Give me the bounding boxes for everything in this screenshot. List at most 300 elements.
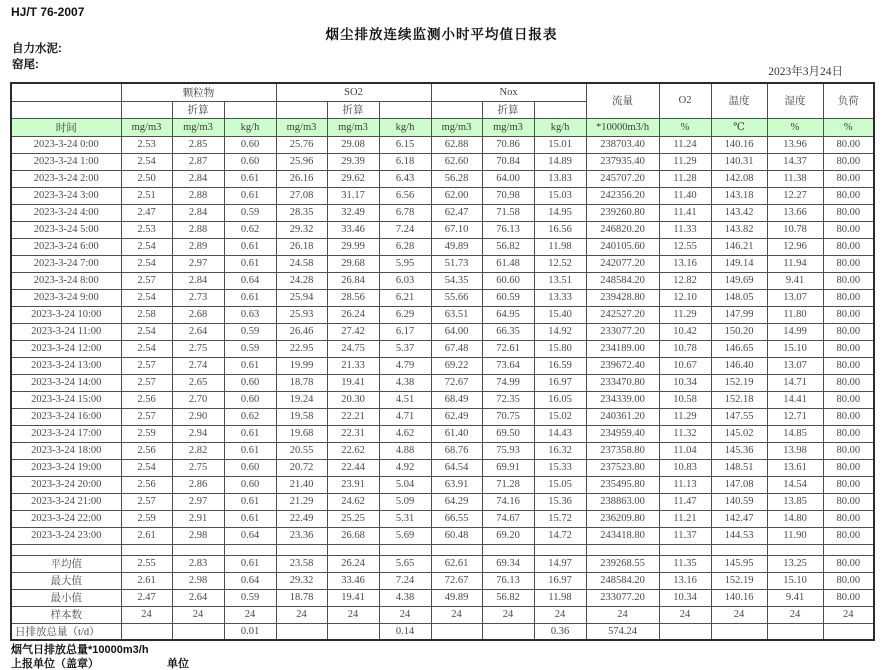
value-cell: 80.00 xyxy=(823,170,874,187)
table-row xyxy=(11,555,874,572)
value-cell: 11.94 xyxy=(767,255,823,272)
value-cell: 6.43 xyxy=(379,170,431,187)
value-cell: 246820.20 xyxy=(586,221,659,238)
value-cell: 5.65 xyxy=(379,555,431,572)
value-cell: 147.55 xyxy=(711,408,767,425)
value-cell: 69.91 xyxy=(482,459,534,476)
value-cell: 2.47 xyxy=(121,589,172,606)
value-cell: 14.72 xyxy=(534,527,586,544)
value-cell: 63.51 xyxy=(431,306,482,323)
value-cell: 29.32 xyxy=(276,221,327,238)
value-cell: 239672.40 xyxy=(586,357,659,374)
value-cell: 27.42 xyxy=(327,323,379,340)
value-cell: 237935.40 xyxy=(586,153,659,170)
value-cell: 2.83 xyxy=(172,555,224,572)
value-cell: 4.79 xyxy=(379,357,431,374)
value-cell xyxy=(711,623,767,640)
value-cell: 67.48 xyxy=(431,340,482,357)
value-cell: 15.10 xyxy=(767,572,823,589)
unit-cell: mg/m3 xyxy=(172,118,224,136)
value-cell: 55.66 xyxy=(431,289,482,306)
value-cell: 24 xyxy=(121,606,172,623)
value-cell: 24 xyxy=(224,606,276,623)
row-time: 2023-3-24 23:00 xyxy=(11,527,121,544)
value-cell: 10.34 xyxy=(659,374,711,391)
value-cell: 148.51 xyxy=(711,459,767,476)
value-cell: 12.96 xyxy=(767,238,823,255)
value-cell: 235495.80 xyxy=(586,476,659,493)
value-cell xyxy=(276,623,327,640)
value-cell: 62.47 xyxy=(431,204,482,221)
value-cell: 10.34 xyxy=(659,589,711,606)
table-row xyxy=(11,136,874,153)
value-cell: 11.80 xyxy=(767,306,823,323)
row-time: 2023-3-24 20:00 xyxy=(11,476,121,493)
value-cell: 0.60 xyxy=(224,374,276,391)
value-cell: 0.62 xyxy=(224,221,276,238)
row-time: 2023-3-24 22:00 xyxy=(11,510,121,527)
unit-cell: mg/m3 xyxy=(276,118,327,136)
unit-cell: kg/h xyxy=(379,118,431,136)
value-cell: 2.54 xyxy=(121,323,172,340)
value-cell: 239268.55 xyxy=(586,555,659,572)
header-empty-cell xyxy=(224,101,276,118)
table-row xyxy=(11,340,874,357)
value-cell: 72.61 xyxy=(482,340,534,357)
value-cell: 13.07 xyxy=(767,357,823,374)
value-cell: 24 xyxy=(482,606,534,623)
value-cell: 80.00 xyxy=(823,442,874,459)
reporting-unit-label: 上报单位（盖章） xyxy=(11,658,99,670)
header-temperature: 温度 xyxy=(711,83,767,118)
page-title: 烟尘排放连续监测小时平均值日报表 xyxy=(325,27,558,42)
value-cell: 2.59 xyxy=(121,425,172,442)
unit-cell: ℃ xyxy=(711,118,767,136)
value-cell: 26.24 xyxy=(327,306,379,323)
header-empty-cell xyxy=(276,101,327,118)
value-cell: 6.56 xyxy=(379,187,431,204)
value-cell: 25.76 xyxy=(276,136,327,153)
value-cell: 2.86 xyxy=(172,476,224,493)
value-cell: 13.96 xyxy=(767,136,823,153)
value-cell: 14.85 xyxy=(767,425,823,442)
value-cell: 24 xyxy=(276,606,327,623)
value-cell: 24 xyxy=(172,606,224,623)
value-cell: 22.95 xyxy=(276,340,327,357)
table-row xyxy=(11,374,874,391)
table-row xyxy=(11,493,874,510)
value-cell: 14.92 xyxy=(534,323,586,340)
value-cell: 0.61 xyxy=(224,289,276,306)
value-cell: 4.62 xyxy=(379,425,431,442)
value-cell: 0.60 xyxy=(224,476,276,493)
unit-label: 单位 xyxy=(167,658,189,670)
value-cell: 69.22 xyxy=(431,357,482,374)
value-cell: 80.00 xyxy=(823,425,874,442)
value-cell: 62.49 xyxy=(431,408,482,425)
value-cell: 4.51 xyxy=(379,391,431,408)
value-cell: 62.00 xyxy=(431,187,482,204)
value-cell: 72.35 xyxy=(482,391,534,408)
value-cell: 2.75 xyxy=(172,340,224,357)
value-cell: 11.90 xyxy=(767,527,823,544)
value-cell: 240361.20 xyxy=(586,408,659,425)
value-cell: 2.84 xyxy=(172,272,224,289)
empty-cell xyxy=(659,544,711,555)
value-cell: 29.08 xyxy=(327,136,379,153)
header-pm-converted: 折算 xyxy=(172,101,224,118)
value-cell: 0.61 xyxy=(224,170,276,187)
value-cell: 27.08 xyxy=(276,187,327,204)
value-cell: 80.00 xyxy=(823,238,874,255)
unit-cell: kg/h xyxy=(534,118,586,136)
value-cell: 11.33 xyxy=(659,221,711,238)
value-cell: 80.00 xyxy=(823,221,874,238)
value-cell: 15.01 xyxy=(534,136,586,153)
value-cell: 6.03 xyxy=(379,272,431,289)
value-cell: 25.93 xyxy=(276,306,327,323)
value-cell: 21.40 xyxy=(276,476,327,493)
value-cell: 80.00 xyxy=(823,374,874,391)
unit-cell: mg/m3 xyxy=(327,118,379,136)
value-cell: 13.98 xyxy=(767,442,823,459)
value-cell: 26.68 xyxy=(327,527,379,544)
value-cell: 14.95 xyxy=(534,204,586,221)
value-cell: 62.88 xyxy=(431,136,482,153)
value-cell: 22.49 xyxy=(276,510,327,527)
value-cell: 80.00 xyxy=(823,510,874,527)
header-empty-cell xyxy=(121,101,172,118)
value-cell: 242077.20 xyxy=(586,255,659,272)
value-cell: 2.64 xyxy=(172,323,224,340)
value-cell: 56.82 xyxy=(482,589,534,606)
value-cell: 24.58 xyxy=(276,255,327,272)
value-cell: 11.04 xyxy=(659,442,711,459)
row-time: 2023-3-24 16:00 xyxy=(11,408,121,425)
value-cell: 68.76 xyxy=(431,442,482,459)
value-cell: 2.51 xyxy=(121,187,172,204)
value-cell: 66.55 xyxy=(431,510,482,527)
value-cell: 2.54 xyxy=(121,153,172,170)
value-cell: 6.17 xyxy=(379,323,431,340)
header-flow: 流量 xyxy=(586,83,659,118)
value-cell: 236209.80 xyxy=(586,510,659,527)
table-row xyxy=(11,272,874,289)
row-time: 2023-3-24 7:00 xyxy=(11,255,121,272)
value-cell: 28.56 xyxy=(327,289,379,306)
value-cell: 80.00 xyxy=(823,204,874,221)
value-cell: 13.83 xyxy=(534,170,586,187)
value-cell: 237358.80 xyxy=(586,442,659,459)
value-cell: 146.40 xyxy=(711,357,767,374)
value-cell: 0.62 xyxy=(224,408,276,425)
value-cell xyxy=(767,623,823,640)
value-cell: 2.54 xyxy=(121,289,172,306)
value-cell: 233077.20 xyxy=(586,323,659,340)
value-cell: 2.88 xyxy=(172,221,224,238)
value-cell: 26.24 xyxy=(327,555,379,572)
value-cell: 4.71 xyxy=(379,408,431,425)
value-cell: 147.08 xyxy=(711,476,767,493)
value-cell: 16.97 xyxy=(534,572,586,589)
value-cell: 5.31 xyxy=(379,510,431,527)
value-cell: 80.00 xyxy=(823,136,874,153)
value-cell: 2.53 xyxy=(121,136,172,153)
row-time: 2023-3-24 6:00 xyxy=(11,238,121,255)
value-cell: 62.60 xyxy=(431,153,482,170)
value-cell: 234339.00 xyxy=(586,391,659,408)
value-cell: 13.33 xyxy=(534,289,586,306)
value-cell: 29.39 xyxy=(327,153,379,170)
header-empty-cell xyxy=(379,101,431,118)
value-cell: 2.54 xyxy=(121,238,172,255)
header-so2-converted: 折算 xyxy=(327,101,379,118)
summary-label: 最小值 xyxy=(11,589,121,606)
value-cell: 24 xyxy=(767,606,823,623)
value-cell: 12.52 xyxy=(534,255,586,272)
table-row xyxy=(11,425,874,442)
empty-cell xyxy=(431,544,482,555)
value-cell: 24.28 xyxy=(276,272,327,289)
header-o2: O2 xyxy=(659,83,711,118)
value-cell: 15.80 xyxy=(534,340,586,357)
value-cell: 2.91 xyxy=(172,510,224,527)
value-cell: 24.62 xyxy=(327,493,379,510)
value-cell: 25.25 xyxy=(327,510,379,527)
value-cell xyxy=(121,623,172,640)
value-cell xyxy=(172,623,224,640)
value-cell: 4.38 xyxy=(379,374,431,391)
value-cell: 80.00 xyxy=(823,555,874,572)
value-cell: 7.24 xyxy=(379,572,431,589)
empty-cell xyxy=(11,544,121,555)
row-time: 2023-3-24 9:00 xyxy=(11,289,121,306)
value-cell: 76.13 xyxy=(482,572,534,589)
value-cell: 0.59 xyxy=(224,204,276,221)
row-time: 2023-3-24 18:00 xyxy=(11,442,121,459)
value-cell: 6.29 xyxy=(379,306,431,323)
value-cell: 0.61 xyxy=(224,425,276,442)
table-row xyxy=(11,357,874,374)
value-cell: 11.13 xyxy=(659,476,711,493)
value-cell: 0.61 xyxy=(224,555,276,572)
empty-cell xyxy=(224,544,276,555)
value-cell: 26.18 xyxy=(276,238,327,255)
row-time: 2023-3-24 4:00 xyxy=(11,204,121,221)
value-cell: 5.04 xyxy=(379,476,431,493)
value-cell: 11.38 xyxy=(767,170,823,187)
value-cell: 0.14 xyxy=(379,623,431,640)
value-cell: 16.05 xyxy=(534,391,586,408)
value-cell: 2.97 xyxy=(172,255,224,272)
value-cell: 0.60 xyxy=(224,459,276,476)
table-row xyxy=(11,306,874,323)
value-cell: 64.54 xyxy=(431,459,482,476)
value-cell: 61.40 xyxy=(431,425,482,442)
table-row xyxy=(11,442,874,459)
value-cell: 63.91 xyxy=(431,476,482,493)
value-cell: 64.95 xyxy=(482,306,534,323)
value-cell: 29.68 xyxy=(327,255,379,272)
table-row xyxy=(11,255,874,272)
value-cell: 2.74 xyxy=(172,357,224,374)
summary-label: 样本数 xyxy=(11,606,121,623)
value-cell: 2.56 xyxy=(121,442,172,459)
table-row xyxy=(11,187,874,204)
value-cell: 14.41 xyxy=(767,391,823,408)
standard-code: HJ/T 76-2007 xyxy=(11,5,85,19)
empty-row xyxy=(11,544,874,555)
value-cell: 9.41 xyxy=(767,272,823,289)
value-cell: 19.41 xyxy=(327,589,379,606)
value-cell: 19.24 xyxy=(276,391,327,408)
unit-cell: mg/m3 xyxy=(431,118,482,136)
value-cell: 149.69 xyxy=(711,272,767,289)
table-row xyxy=(11,391,874,408)
row-time: 2023-3-24 2:00 xyxy=(11,170,121,187)
value-cell: 73.64 xyxy=(482,357,534,374)
table-row xyxy=(11,527,874,544)
value-cell: 10.42 xyxy=(659,323,711,340)
value-cell: 74.16 xyxy=(482,493,534,510)
value-cell: 143.42 xyxy=(711,204,767,221)
value-cell: 2.56 xyxy=(121,476,172,493)
value-cell: 14.54 xyxy=(767,476,823,493)
value-cell: 21.33 xyxy=(327,357,379,374)
value-cell: 51.73 xyxy=(431,255,482,272)
value-cell: 60.59 xyxy=(482,289,534,306)
value-cell: 0.01 xyxy=(224,623,276,640)
value-cell: 49.89 xyxy=(431,238,482,255)
value-cell: 26.46 xyxy=(276,323,327,340)
value-cell: 239428.80 xyxy=(586,289,659,306)
row-time: 2023-3-24 1:00 xyxy=(11,153,121,170)
table-row xyxy=(11,289,874,306)
value-cell: 146.65 xyxy=(711,340,767,357)
value-cell: 15.33 xyxy=(534,459,586,476)
header-nox: Nox xyxy=(431,83,586,101)
value-cell: 14.43 xyxy=(534,425,586,442)
value-cell: 152.19 xyxy=(711,374,767,391)
value-cell: 67.10 xyxy=(431,221,482,238)
value-cell: 11.29 xyxy=(659,306,711,323)
value-cell: 2.75 xyxy=(172,459,224,476)
value-cell: 80.00 xyxy=(823,493,874,510)
value-cell: 26.16 xyxy=(276,170,327,187)
value-cell: 143.18 xyxy=(711,187,767,204)
header-empty-cell xyxy=(11,101,121,118)
value-cell: 13.16 xyxy=(659,572,711,589)
value-cell: 2.61 xyxy=(121,572,172,589)
value-cell: 80.00 xyxy=(823,323,874,340)
value-cell: 22.62 xyxy=(327,442,379,459)
value-cell: 12.71 xyxy=(767,408,823,425)
value-cell: 140.59 xyxy=(711,493,767,510)
value-cell: 0.60 xyxy=(224,391,276,408)
table-row xyxy=(11,572,874,589)
value-cell: 22.21 xyxy=(327,408,379,425)
value-cell: 13.16 xyxy=(659,255,711,272)
value-cell: 16.97 xyxy=(534,374,586,391)
value-cell: 148.05 xyxy=(711,289,767,306)
summary-label: 日排放总量（t/d） xyxy=(11,623,121,640)
company-label: 自力水泥: xyxy=(12,43,62,55)
value-cell: 238703.40 xyxy=(586,136,659,153)
value-cell: 15.02 xyxy=(534,408,586,425)
empty-cell xyxy=(586,544,659,555)
value-cell: 4.88 xyxy=(379,442,431,459)
table-row xyxy=(11,408,874,425)
value-cell: 145.36 xyxy=(711,442,767,459)
value-cell xyxy=(659,623,711,640)
value-cell: 0.61 xyxy=(224,187,276,204)
value-cell: 2.90 xyxy=(172,408,224,425)
value-cell: 74.67 xyxy=(482,510,534,527)
value-cell: 574.24 xyxy=(586,623,659,640)
value-cell: 80.00 xyxy=(823,459,874,476)
value-cell: 21.29 xyxy=(276,493,327,510)
value-cell: 11.29 xyxy=(659,408,711,425)
value-cell: 80.00 xyxy=(823,589,874,606)
value-cell: 142.47 xyxy=(711,510,767,527)
value-cell: 0.63 xyxy=(224,306,276,323)
empty-cell xyxy=(327,544,379,555)
value-cell: 0.61 xyxy=(224,510,276,527)
value-cell: 11.98 xyxy=(534,589,586,606)
value-cell: 234189.00 xyxy=(586,340,659,357)
value-cell: 0.60 xyxy=(224,153,276,170)
header-empty-cell xyxy=(534,101,586,118)
value-cell: 18.78 xyxy=(276,589,327,606)
value-cell: 140.31 xyxy=(711,153,767,170)
table-row xyxy=(11,323,874,340)
value-cell: 2.82 xyxy=(172,442,224,459)
value-cell: 14.89 xyxy=(534,153,586,170)
value-cell: 6.78 xyxy=(379,204,431,221)
value-cell: 2.84 xyxy=(172,170,224,187)
value-cell: 10.83 xyxy=(659,459,711,476)
empty-cell xyxy=(711,544,767,555)
value-cell: 15.03 xyxy=(534,187,586,204)
value-cell: 80.00 xyxy=(823,306,874,323)
value-cell: 13.85 xyxy=(767,493,823,510)
value-cell: 2.53 xyxy=(121,221,172,238)
value-cell: 2.64 xyxy=(172,589,224,606)
value-cell: 11.41 xyxy=(659,204,711,221)
value-cell: 4.38 xyxy=(379,589,431,606)
empty-cell xyxy=(767,544,823,555)
value-cell: 18.78 xyxy=(276,374,327,391)
value-cell: 2.70 xyxy=(172,391,224,408)
value-cell: 16.56 xyxy=(534,221,586,238)
value-cell: 23.91 xyxy=(327,476,379,493)
value-cell: 5.95 xyxy=(379,255,431,272)
value-cell: 6.18 xyxy=(379,153,431,170)
monitoring-data-table xyxy=(10,82,875,641)
value-cell: 75.93 xyxy=(482,442,534,459)
table-row xyxy=(11,606,874,623)
value-cell: 0.59 xyxy=(224,340,276,357)
row-time: 2023-3-24 0:00 xyxy=(11,136,121,153)
value-cell: 0.59 xyxy=(224,323,276,340)
table-row xyxy=(11,589,874,606)
value-cell: 11.40 xyxy=(659,187,711,204)
value-cell: 29.32 xyxy=(276,572,327,589)
value-cell: 242527.20 xyxy=(586,306,659,323)
value-cell: 80.00 xyxy=(823,272,874,289)
value-cell: 239260.80 xyxy=(586,204,659,221)
value-cell: 80.00 xyxy=(823,391,874,408)
